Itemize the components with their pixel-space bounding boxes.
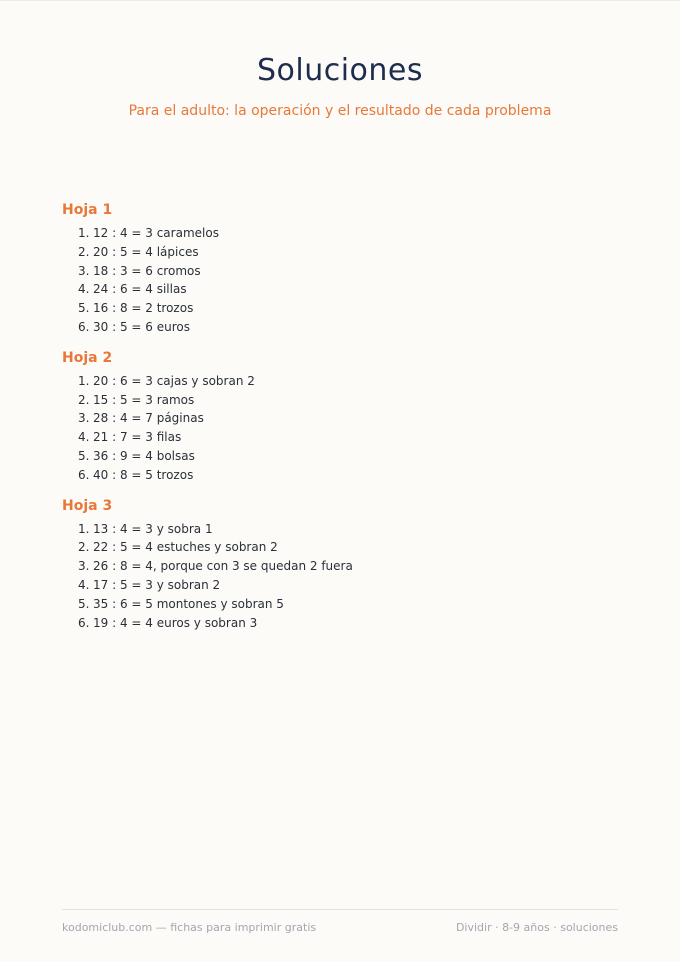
item-text: 20 : 5 = 4 lápices [93, 244, 199, 259]
solution-item [78, 243, 622, 262]
item-number: 6. [78, 319, 90, 334]
solution-item [78, 224, 622, 243]
sheet-title: Hoja 3 [62, 497, 113, 514]
solution-list [62, 520, 622, 633]
solution-item [78, 595, 622, 614]
item-text: 15 : 5 = 3 ramos [93, 392, 195, 407]
item-number: 4. [78, 577, 90, 592]
item-number: 4. [78, 430, 90, 445]
solution-list [62, 224, 622, 337]
solution-item [78, 447, 622, 466]
solution-item [78, 576, 622, 595]
solution-item [78, 557, 622, 576]
item-text: 12 : 4 = 3 caramelos [93, 226, 219, 240]
item-text: 20 : 6 = 3 cajas y sobran 2 [93, 373, 255, 388]
item-number: 6. [78, 467, 90, 482]
item-text: 17 : 5 = 3 y sobran 2 [93, 577, 221, 592]
item-number: 6. [78, 615, 90, 630]
solution-list [62, 372, 622, 485]
item-number: 2. [78, 540, 90, 555]
item-number: 1. [78, 226, 90, 240]
solution-item [78, 520, 622, 539]
page-title: Soluciones [256, 53, 424, 88]
item-number: 2. [78, 392, 90, 407]
item-text: 26 : 8 = 4, porque con 3 se quedan 2 fuera [93, 559, 353, 574]
footer-divider [62, 909, 618, 910]
item-number: 3. [78, 559, 90, 574]
item-text: 22 : 5 = 4 estuches y sobran 2 [93, 540, 278, 555]
solution-item [78, 318, 622, 337]
item-number: 4. [78, 282, 90, 297]
item-text: 24 : 6 = 4 sillas [93, 282, 187, 297]
item-text: 28 : 4 = 7 páginas [93, 411, 204, 426]
solutions-content [62, 201, 622, 644]
item-number: 3. [78, 411, 90, 426]
solution-item [78, 262, 622, 281]
sheet-3 [62, 497, 622, 633]
item-number: 5. [78, 448, 90, 463]
solution-item [78, 409, 622, 428]
item-text: 13 : 4 = 3 y sobra 1 [93, 521, 213, 536]
item-text: 16 : 8 = 2 trozos [93, 301, 194, 316]
solution-item [78, 299, 622, 318]
item-number: 2. [78, 244, 90, 259]
item-number: 5. [78, 301, 90, 316]
solution-item [78, 280, 622, 299]
item-number: 1. [78, 373, 90, 388]
item-number: 5. [78, 596, 90, 611]
solution-item [78, 372, 622, 391]
sheet-title: Hoja 2 [62, 349, 113, 366]
solution-item [78, 391, 622, 410]
solution-item [78, 428, 622, 447]
item-text: 36 : 9 = 4 bolsas [93, 448, 195, 463]
footer-worksheet-info: Dividir · 8-9 años · soluciones [455, 921, 618, 934]
item-text: 40 : 8 = 5 trozos [93, 467, 194, 482]
item-text: 35 : 6 = 5 montones y sobran 5 [93, 596, 284, 611]
solution-item [78, 466, 622, 485]
footer-site-credit: kodomiclub.com — fichas para imprimir gratis [62, 921, 317, 934]
item-number: 1. [78, 521, 90, 536]
sheet-2 [62, 349, 622, 485]
page-subtitle: Para el adulto: la operación y el resultado de cada problema [128, 103, 552, 119]
solution-item [78, 538, 622, 557]
sheet-title: Hoja 1 [62, 202, 113, 218]
item-text: 18 : 3 = 6 cromos [93, 263, 201, 278]
item-number: 3. [78, 263, 90, 278]
item-text: 21 : 7 = 3 filas [93, 430, 182, 445]
item-text: 19 : 4 = 4 euros y sobran 3 [93, 615, 258, 630]
solution-item [78, 614, 622, 633]
item-text: 30 : 5 = 6 euros [93, 319, 190, 334]
sheet-1 [62, 201, 622, 337]
